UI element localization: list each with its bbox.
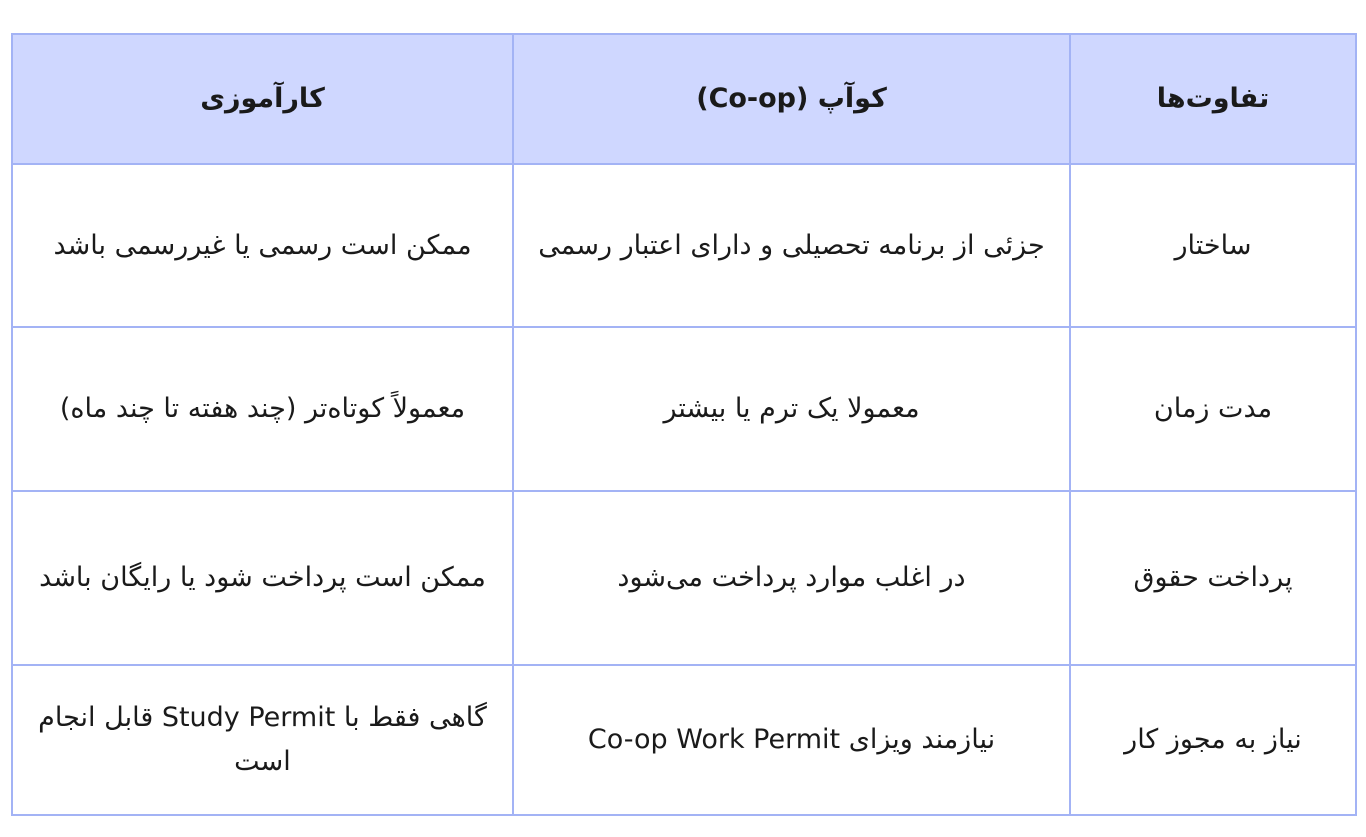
row-label-salary: پرداخت حقوق [1070, 491, 1356, 665]
row-label-work-permit: نیاز به مجوز کار [1070, 665, 1356, 815]
header-coop: کوآپ (Co-op) [513, 34, 1070, 164]
cell-internship-duration: معمولاً کوتاه‌تر (چند هفته تا چند ماه) [12, 327, 513, 491]
cell-coop-salary: در اغلب موارد پرداخت می‌شود [513, 491, 1070, 665]
table-row [12, 665, 1356, 815]
comparison-table [11, 33, 1357, 816]
cell-coop-work-permit: نیازمند ویزای Co-op Work Permit [513, 665, 1070, 815]
table-row [12, 164, 1356, 327]
header-internship: کارآموزی [12, 34, 513, 164]
cell-internship-structure: ممکن است رسمی یا غیررسمی باشد [12, 164, 513, 327]
row-label-structure: ساختار [1070, 164, 1356, 327]
cell-coop-duration: معمولا یک ترم یا بیشتر [513, 327, 1070, 491]
cell-internship-salary: ممکن است پرداخت شود یا رایگان باشد [12, 491, 513, 665]
table-row [12, 491, 1356, 665]
header-differences: تفاوت‌ها [1070, 34, 1356, 164]
header-row [12, 34, 1356, 164]
cell-internship-work-permit: گاهی فقط با Study Permit قابل انجام است [12, 665, 513, 815]
cell-coop-structure: جزئی از برنامه تحصیلی و دارای اعتبار رسمی [513, 164, 1070, 327]
comparison-table-container [11, 33, 1355, 816]
row-label-duration: مدت زمان [1070, 327, 1356, 491]
table-row [12, 327, 1356, 491]
